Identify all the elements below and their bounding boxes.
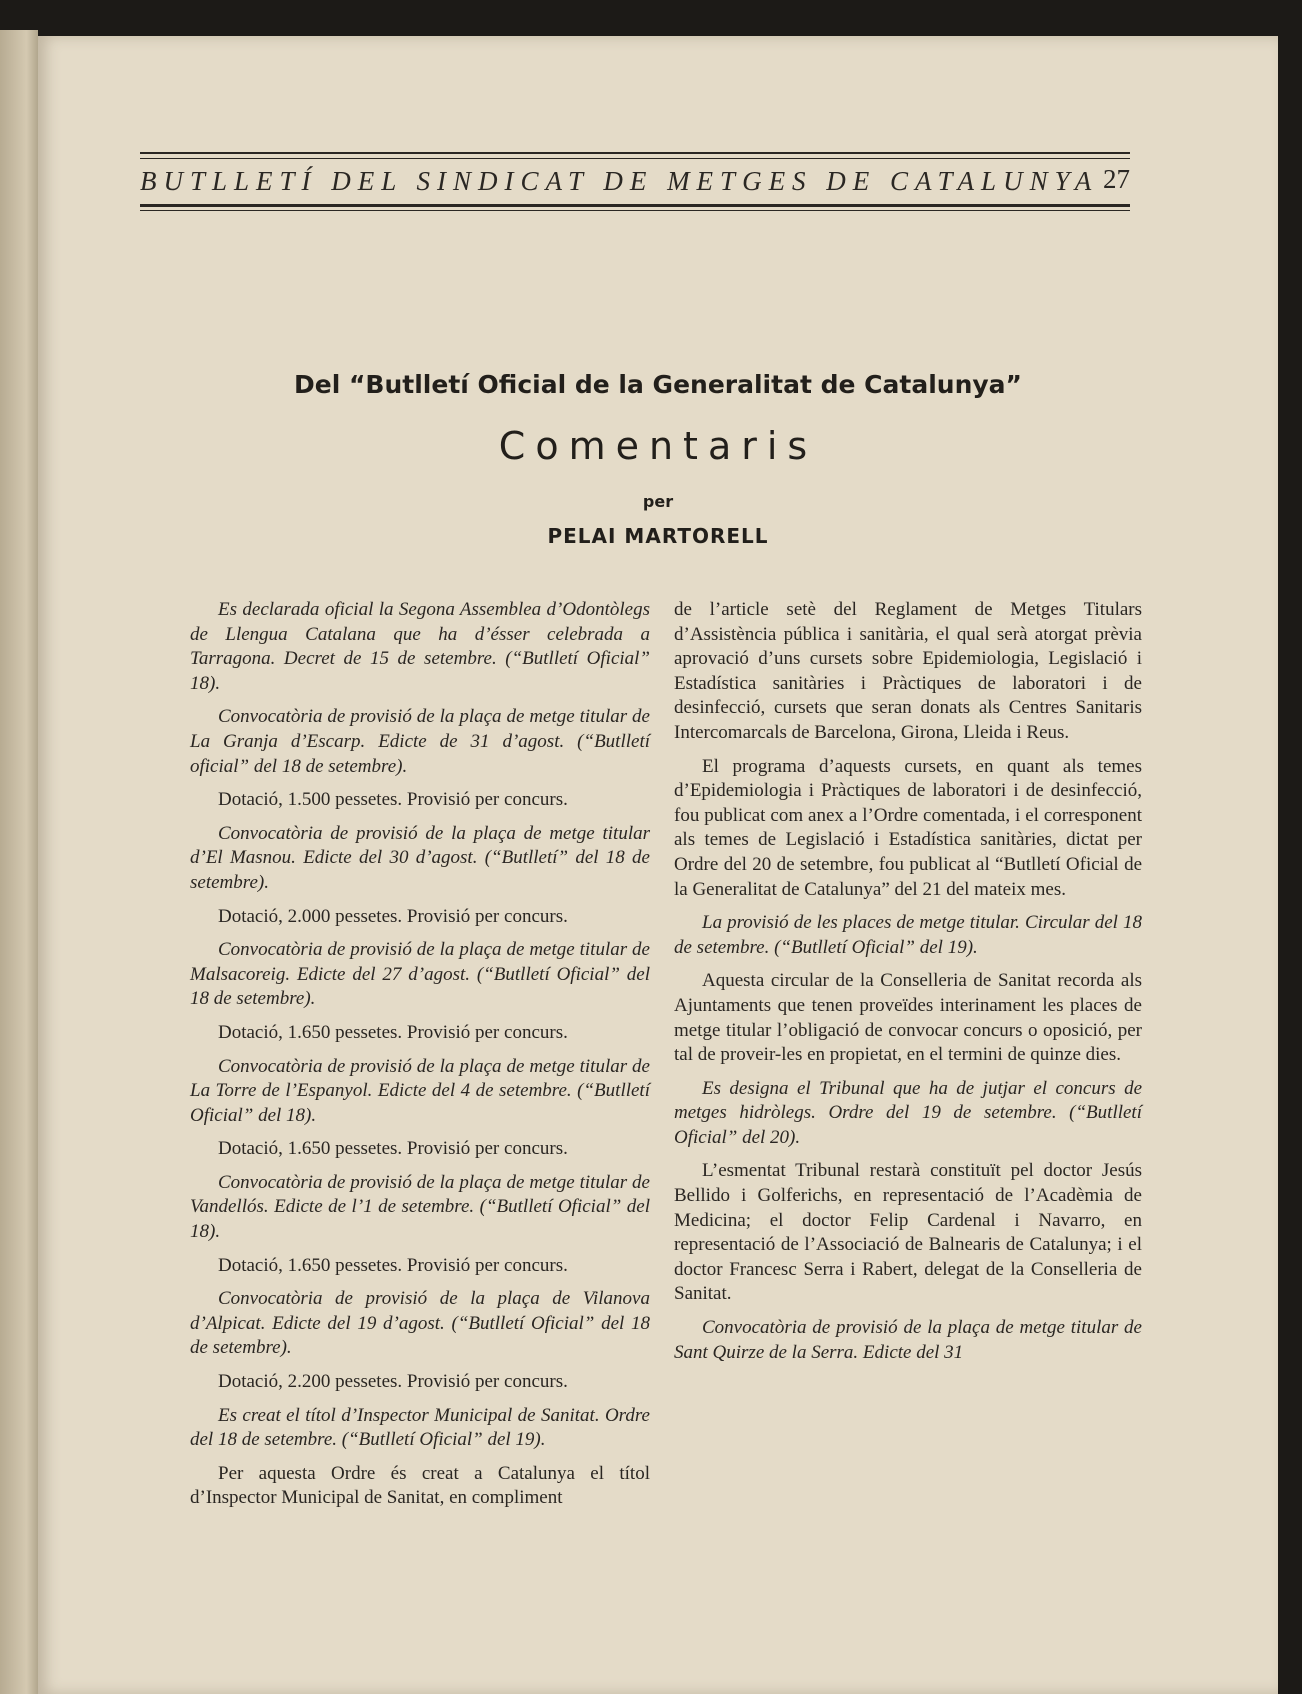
paragraph: Dotació, 2.200 pessetes. Provisió per concurs.	[218, 1371, 568, 1393]
paragraph: El programa d’aquests cursets, en quant als temes d’Epidemiologia i Pràctiques de laboratori i de desinfecció, fou publicat com anex a l’Ordre comentada, i el corresponent als temes de Legislació i Estadística sanitàries, dictat per Ordre del 20 de setembre, fou publicat al “Butlletí Oficial de la Generalitat de Catalunya” del 21 del mateix mes.	[674, 755, 1142, 900]
page-number: 27	[1103, 164, 1130, 194]
source-title: Del “Butlletí Oficial de la Generalitat de Catalunya”	[294, 370, 1022, 399]
notice-heading: Es declarada oficial la Segona Assemblea d’Odontòlegs de Llengua Catalana que ha d’ésser celebrada a Tarragona. Decret de 15 de setembre. (“Butlletí Oficial” 18).	[190, 599, 650, 694]
notice-heading: Es creat el títol d’Inspector Municipal de Sanitat. Ordre del 18 de setembre. (“Butlletí Oficial” del 19).	[190, 1404, 650, 1451]
previous-page-edge	[0, 30, 38, 1694]
notice-heading: Convocatòria de provisió de la plaça de metge titular d’El Masnou. Edicte del 30 d’agost. (“Butlletí” del 18 de setembre).	[190, 822, 650, 893]
running-header	[140, 116, 1130, 216]
paragraph: Dotació, 1.650 pessetes. Provisió per concurs.	[218, 1138, 568, 1160]
paragraph: Dotació, 1.500 pessetes. Provisió per concurs.	[218, 789, 568, 811]
header-rule-bottom-thin	[140, 210, 1130, 211]
paragraph: de l’article setè del Reglament de Metges Titulars d’Assistència pública i sanitària, el qual serà atorgat prèvia aprovació d’uns cursets sobre Epidemiologia, Legislació i Estadística sanitàries i Pràctiques de laboratori i de desinfecció, cursets que seran donats als Centres Sanitaris Intercomarcals de Barcelona, Girona, Lleida i Reus.	[674, 599, 1142, 743]
paragraph: Per aquesta Ordre és creat a Catalunya el títol d’Inspector Municipal de Sanitat, en compliment	[190, 1462, 650, 1509]
notice-heading: Convocatòria de provisió de la plaça de metge titular de La Torre de l’Espanyol. Edicte del 4 de setembre. (“Butlletí Oficial” del 18).	[190, 1055, 650, 1126]
paragraph: Aquesta circular de la Conselleria de Sanitat recorda als Ajuntaments que tenen proveïdes interinament les places de metge titular l’obligació de convocar concurs o oposició, per tal de proveir-les en propietat, en el termini de quinze dies.	[674, 970, 1142, 1066]
notice-heading: Convocatòria de provisió de la plaça de Vilanova d’Alpicat. Edicte del 19 d’agost. (“Butlletí Oficial” del 18 de setembre).	[190, 1288, 650, 1359]
running-title: BUTLLETÍ DEL SINDICAT DE METGES DE CATALUNYA	[140, 166, 1099, 196]
byline-per: per	[642, 492, 674, 511]
notice-heading: Convocatòria de provisió de la plaça de metge titular de Sant Quirze de la Serra. Edicte del 31	[674, 1317, 1142, 1363]
notice-heading: Convocatòria de provisió de la plaça de metge titular de Vandellós. Edicte de l’1 de setembre. (“Butlletí Oficial” del 18).	[190, 1171, 650, 1243]
paragraph: L’esmentat Tribunal restarà constituït pel doctor Jesús Bellido i Golferichs, en representació de l’Acadèmia de Medicina; el doctor Felip Cardenal i Navarro, en representació de l’Associació de Balnearis de Catalunya; i el doctor Francesc Serra i Rabert, delegat de la Conselleria de Sanitat.	[674, 1160, 1142, 1305]
right-column	[674, 598, 1142, 1374]
header-rule-top	[140, 152, 1130, 154]
notice-heading: Es designa el Tribunal que ha de jutjar el concurs de metges hidròlegs. Ordre del 19 de setembre. (“Butlletí Oficial” del 20).	[674, 1077, 1142, 1148]
left-column	[190, 598, 650, 1520]
notice-heading: Convocatòria de provisió de la plaça de metge titular de La Granja d’Escarp. Edicte de 31 d’agost. (“Butlletí oficial” del 18 de setembre).	[190, 706, 650, 777]
header-rule-bottom	[140, 204, 1130, 207]
author-name: PELAI MARTORELL	[547, 524, 769, 548]
header-rule-top-thin	[140, 158, 1130, 159]
article-title: Comentaris	[498, 424, 818, 468]
notice-heading: Convocatòria de provisió de la plaça de metge titular de Malsacoreig. Edicte del 27 d’agost. (“Butlletí Oficial” del 18 de setembre).	[190, 939, 650, 1010]
paragraph: Dotació, 2.000 pessetes. Provisió per concurs.	[218, 905, 568, 927]
paragraph: Dotació, 1.650 pessetes. Provisió per concurs.	[218, 1021, 568, 1043]
paragraph: Dotació, 1.650 pessetes. Provisió per concurs.	[218, 1254, 568, 1276]
notice-heading: La provisió de les places de metge titular. Circular del 18 de setembre. (“Butlletí Oficial” del 19).	[674, 912, 1142, 958]
